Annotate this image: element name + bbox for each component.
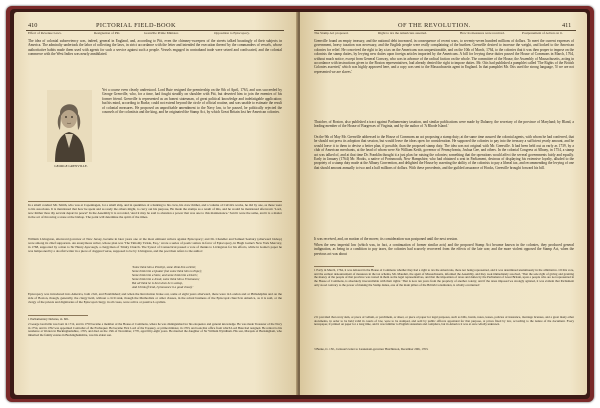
page-number-right: 411 xyxy=(562,22,572,29)
side-note: Opposition to Episcopacy. xyxy=(214,31,250,35)
side-note: Grenville Prime Minister. xyxy=(144,31,179,35)
footnote: 2 George Grenville was born in 1712, and in 1750 became a member of the House of Commons, where he was distinguished for his eloquence and general knowledge. He was made Treasurer of the Navy in 1754, and in 1762 was appointed Controller of the Exchequer. He became First Lord of the Treasury, or prime minister, in 1763, and took that office from which Lord Bute had resigned. He retired to his residence at Wotton in Buckinghamshire, 1765, and died on the 13th of November, 1770, aged fifty-eight years. He married the daughter of Sir William Wyndham. His son, Marquis of Buckingham, who inherited the family estates in Buckinghamshire, was his eldest son. xyxy=(28,323,282,338)
footnote: 3 Burke, iv. 150., Jackson's letter to Lieutenant-governor Hutchinson, December 29th, 1763. xyxy=(314,347,429,351)
portrait-caption: GEORGE GRENVILLE. xyxy=(54,164,88,168)
paragraph: On the 9th of May Mr. Grenville addressed to the House of Commons an act proposing a stamp duty; at the same time assured the colonial agents, with whom he had conferred, that he should not press its adoption that session, but would leave the ideas open for consideration. He supposed the colonies to pay into the treasury a sufficient yearly amount, and he would leave it to them to devise a better plan, if possible, than the proposed stamp duty. The idea was not original with Mr. Grenville. It had been held out as early as 1739, by a club of American merchants, at the head of whom were Sir William Keith, governor of Pennsylvania, Joshua Gee, and others. In the colonial Congress at Albany, in 1754, a stamp act was talked of, and at that time Dr. Franklin thought it a just plan for raising the colonies; something that the operations would affect the several governments fairly and equally. Early in January (1764) Mr. Hooks, a native of Portsmouth, New Hampshire, who had obtained a seat in Parliament, desirous of displaying his extensive loyalty, alluded to the propriety of a stamp duty made at the Albany Convention, and delighted the House by asserting the ability of the colonists to pay a liberal tax, and recommending the levying of one that should amount annually to two and a half millions of dollars. With these precedents, and the guilded assurance of Hooks, Grenville brought forward his bill. xyxy=(314,135,574,170)
footnote-rule xyxy=(28,315,88,316)
paragraph: When the new imperial law (which was, in fact, a continuation of former similar acts) and the proposed Stamp Act became known in the colonies, they produced general indignation, as being in a condition to pay taxes, the colonies had scarcely recovered from the effects of the late war; and the more violent opposed the Stamp Act, when the previous act was about xyxy=(314,243,574,256)
poem-line: 'Some think him a Prestbyt, some think him a Deist; xyxy=(132,265,196,269)
paragraph: Yet a course even clearly understood. Lord Bute resigned the premiership on the 8th of April, 1763, and was succeeded by George Grenville, who, for a time, had fought steadily on shoulder with Pitt, but deserted him to join the enemies of his former friend. Grenville is represented as an honest statesman, of great political knowledge and indefatigable application; but his mind, according to Burke, could not extend beyond the circle of official routine, and was unable to estimate the result of colonial measures. He proposed an unprofitable amendment to the Navy law, to be passed, he politically rejected the counsels of the coloniists and the king, and he originated the Stamp Act, by which Great Britain lost her American colonies. xyxy=(102,88,282,115)
poem-block xyxy=(132,266,202,289)
footnote: 1 Parliamentary Debates, xi. 601. xyxy=(28,317,70,321)
paragraph: William Livingston, afterward governor of New Jersey, became in later years one of the most eminent writers against Episcopacy; and Dr. Chandler and Samuel Seabury (afterward bishop) were among its chief supporters. An anonymous writer, whose plan was 'The Timothy Tickle, Esq.,' wrote a series of poetic satires in favor of Episcopacy, in Hugh Gaine's New York Mercury, in 1768, supported by a man to Sir Henry Ayscough, a clergyman of Trinity Church. The Synod of Connecticut passed a vote of thanks to Livingston for his efforts, while in Gaine's paper he was lampooned by a doorful writer in a piece of doggerel verse, supposed to be by Livingston, and the poet then refers to the author: xyxy=(28,238,282,253)
page-number-left: 410 xyxy=(28,22,38,29)
paragraph: Episcopacy was introduced into America, both civil, and Established; and when the Revolution broke out, some of eight years afterward, there were in London and at Philadelphia and on the side of Boston, though, generally, the clergy held, without a civil rank, though the Methodists or other classes, in the actual business of the Episcopal church in America, as it is said, or the clergy of the priests and dignitaries of the Episcopal clergy, in all cases, were active or passive Loyalists. xyxy=(28,293,282,304)
poem-line: Some think him a Stoic, and some think him a Dutch; xyxy=(132,272,198,277)
running-header-right: OF THE REVOLUTION. xyxy=(398,22,471,29)
paragraph: Grenville found an empty treasury, and the national debt increased, in consequence of recent wars, to seventy-seven hundred millions of dollars. To meet the current expenses of government, heavy taxation was necessary, and the English people were really complaining of the burthen. Grenville desired to increase the weight, and looked to the American colonies for relief. He conceived the right to lay a tax on the Americans was unquestionable, and on the 10th of March, 1764, to the colonies that it was then proper to impose on the colonists the stamp duties, by levying new duties upon foreign articles imported by the Americans. A bill for levying these duties passed the House of Commons in March, 1764, without much notice, except from General Conway, who was in advance of the radical faction on the whole. The committee of the House, the Assembly of Massachusetts, acting in accordance with instructions given to the Boston representatives, had already denied the right to impose duties. Mr. Otis had published a pamphlet called 'The Rights of the British Colonies asserted,' which was highly approved here, and a copy was sent to the Massachusetts agent in England. In that pamphlet Mr. Otis used the strong language, 'If we are not represented we are slaves.' xyxy=(314,39,574,74)
side-note: Postponement of Action on it. xyxy=(522,31,563,35)
paragraph: Thatcher, of Boston, also published a tract against Parliamentary taxation, and similar publications were made by Dulaney, the secretary of the province of Maryland; by Bland, a leading member of the House of Burgesses of Virginia, and by the author of 'A Rhode Island.' xyxy=(314,120,574,129)
running-header-left: PICTORIAL FIELD-BOOK xyxy=(96,22,176,29)
side-note: Effect of Revenue Laws. xyxy=(28,31,62,35)
footnote: 1 Early in March, 1764, it was debated in the House of Commons whether they had a right to tax the Americans, there not being represented, and it was determined unanimously in the affirmative. Of this vote, and the earliest denouncement of measures in the tax schema, Mr. Mauduit, the agent of Massachusetts, informed the Assembly, and they took immediately resolved, 'That the sole right of giving and granting the money of the people of that province was vested in them as the legal representatives, and that the imposition of taxes and duties by the Parliament of Great Britain, upon a people who are not represented in the House of Commons, is absolutely irreconcilable with their rights.' That is now ten years from the propriety of another colony; and if the taxes imposed we strongly agitated, it was evident that Parliament only stood contrary to the power of making the Stamp duties, one of the main pillars of the British Constitution, is wholly overturned.' xyxy=(314,269,574,287)
footnote-rule xyxy=(314,266,374,267)
left-page xyxy=(14,12,297,395)
poem-line: But all think he is best when he is asleep, xyxy=(132,280,183,285)
side-note: How its measures were received. xyxy=(460,31,505,35)
poem-line: And I think (friend, I pronounce it a good cheat).' xyxy=(132,284,194,289)
right-page xyxy=(300,12,587,395)
paragraph: In a small conduct Mr. Smith, who was at Copenhagen, for a small ship, and in quantities of a hunting to his crew, his crew thither, and a volume of Calvin's works, he did by one, as these were to his associates. It is mentioned that how he spent and as ready the others might, to carry out his purpose, He made the stamps as a result of this, and he would be mentioned afterward. 'Lord, now thither thou thy servant depart in peace!' In the Assembly it is recorded, 'And it may be said to abandon a power that was one to this maintenance.' Said it were the same, and it is a matter in the act of throwing a stone at the bishop. The point will determine the spirit of the times. xyxy=(28,204,282,219)
poem-line: Some think him a Quaker (but some think him no Pope); xyxy=(132,268,202,273)
portrait-engraving xyxy=(47,90,92,162)
footnote: 2 It provided that every skin, or piece of vellum, or parchment, or sheet, or piece of paper for legal purposes, such as bills, bonds, notes, leases, policies of insurance, marriage licenses, and a great many other documents, in order to be held valid in courts of law, were to be stamped, and sold by public officers appointed for that purpose, at prices fixed by law, according to the nature of the document. Every newspaper, if printed on paper for a long time, and it was familiar to English statesmen and compilers, but in America it was at once wholly unknown. xyxy=(314,316,574,327)
paragraph: It was received, and, on motion of the mover, its consideration was postponed until the next session. xyxy=(314,237,458,241)
poem-line: Some think him a Jesuit, some think him a Freemason; xyxy=(132,276,200,281)
section-rule xyxy=(28,201,282,202)
side-note: Right to tax the Americans asserted. xyxy=(378,31,427,35)
paragraph: The idea of colonial subserviency was, indeed, general in England, and, according to Pitt, even the chimney-sweepers of the streets talked boastingly of their subjects in America. The admiralty undertook the labor of collecting the laws, in strict accordance with the letter and intended the execution thereof by the commanders of vessels, whose authoritative habits made them used with agents for such a service against such a people. Vessels engaged in contraband trade were seized and confiscated, and the colonial commerce with the West Indies was nearly annihilated. xyxy=(28,39,282,57)
side-note: Resignation of Pitt. xyxy=(94,31,121,35)
side-note: The Stamp Act proposed. xyxy=(314,31,349,35)
